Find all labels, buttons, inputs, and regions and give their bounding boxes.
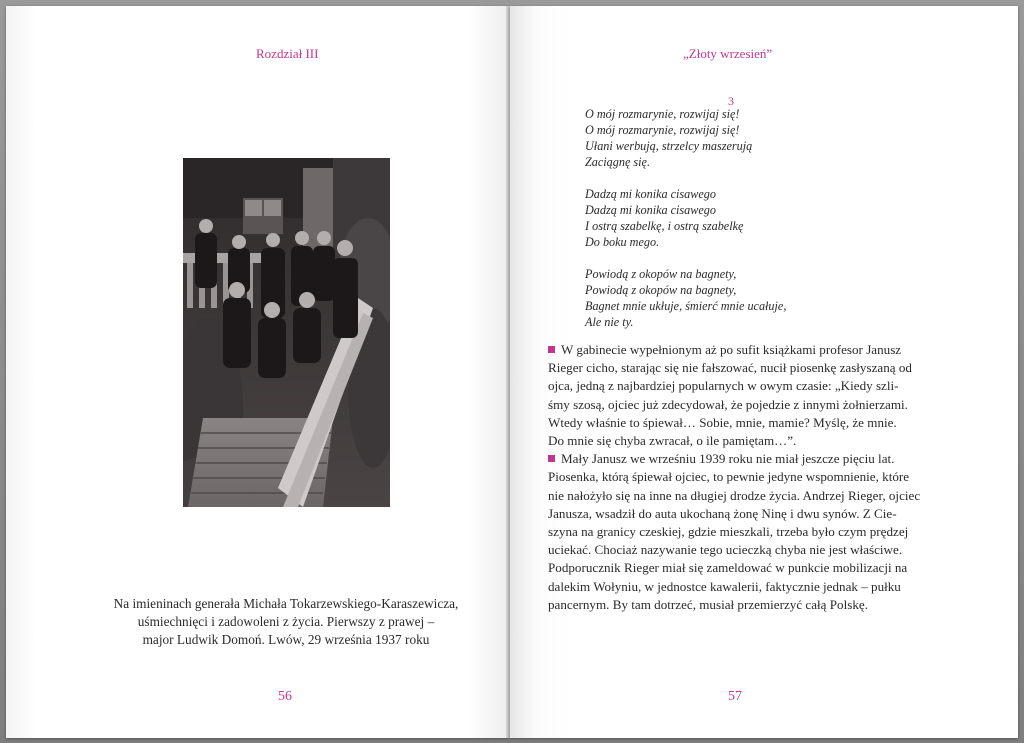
text-line: nie nałożyło się na inne na długiej drodze życia. Andrzej Rieger, ojciec [548,487,921,503]
page-number-left: 56 [278,689,292,704]
paragraph [548,450,968,614]
poem-line: Zaciągnę się. [585,155,650,169]
text-line: Do mnie się chyba zwracał, o ile pamiętam…”. [548,433,797,449]
text-line [548,341,968,359]
caption-line: major Ludwik Domoń. Lwów, 29 września 1937 roku [142,632,430,647]
poem-line: Do boku mego. [585,235,660,249]
poem-line: Ale nie ty. [585,315,634,329]
text-line: Janusza, wsadził do auta ukochaną żonę Ninę i dwu synów. Z Cie- [548,505,897,521]
text-line: pancernym. By tam dotrzeć, musiał przemierzyć całą Polskę. [548,596,868,612]
stanza [585,186,965,250]
poem-line: O mój rozmarynie, rozwijaj się! [585,123,740,137]
text-line: dalekim Wołyniu, w jednostce kawalerii, faktycznie jednak – pułku [548,578,901,594]
poem-line: I ostrą szabelkę, i ostrą szabelkę [585,219,744,233]
caption-line: uśmiechnięci i zadowoleni z życia. Pierwszy z prawej – [137,614,435,629]
body-text [548,341,968,614]
poem-line: Dadzą mi konika cisawego [585,203,716,217]
text-line [548,450,968,468]
square-bullet-icon [548,346,555,353]
poem-line: Bagnet mnie ukłuje, śmierć mnie ucałuje, [585,299,787,313]
text-line: Podporucznik Rieger miał się zameldować w punkcie mobilizacji na [548,560,908,576]
left-page [6,6,509,738]
photo-caption [96,595,476,649]
photo-illustration [183,158,390,507]
text-line: szyna na granicy czeskiej, gdzie mieszkali, trzeba było czym prędzej [548,524,909,540]
page-number-right: 57 [728,689,742,704]
running-head-right: „Złoty wrzesień” [683,46,773,61]
poem-line: O mój rozmarynie, rozwijaj się! [585,107,740,121]
poem-line: Powiodą z okopów na bagnety, [585,283,737,297]
song-lyrics [585,106,965,346]
historical-photograph [183,158,390,507]
square-bullet-icon [548,455,555,462]
text-line-content: W gabinecie wypełnionym aż po sufit książkami profesor Janusz [561,342,902,357]
text-line-content: Mały Janusz we wrześniu 1939 roku nie miał jeszcze pięciu lat. [561,451,895,467]
poem-line: Ułani werbują, strzelcy maszerują [585,139,753,153]
poem-number: 3 [728,94,734,108]
text-line: Piosenka, którą śpiewał ojciec, to pewnie jedyne wspomnienie, które [548,469,910,485]
text-line: śmy szosą, ojciec już zdecydował, że pojedzie z innymi żołnierzami. [548,396,908,412]
text-line: uciekać. Chociaż nazywanie tego ucieczką chyba nie jest właściwe. [548,542,903,558]
running-head-left: Rozdział III [256,46,319,61]
stanza [585,266,965,330]
right-page [510,6,1018,738]
text-line: ojca, jedną z najbardziej popularnych w owym czasie: „Kiedy szli- [548,378,899,394]
stanza [585,106,965,170]
caption-line: Na imieninach generała Michała Tokarzewskiego-Karaszewicza, [113,596,459,611]
text-line: Rieger cicho, starając się nie fałszować, nucił piosenkę zasłyszaną od [548,360,912,376]
text-line: Wtedy właśnie to śpiewał… Sobie, mnie, mamie? Myślę, że mnie. [548,414,897,430]
poem-line: Powiodą z okopów na bagnety, [585,267,737,281]
poem-line: Dadzą mi konika cisawego [585,187,716,201]
paragraph [548,341,968,450]
